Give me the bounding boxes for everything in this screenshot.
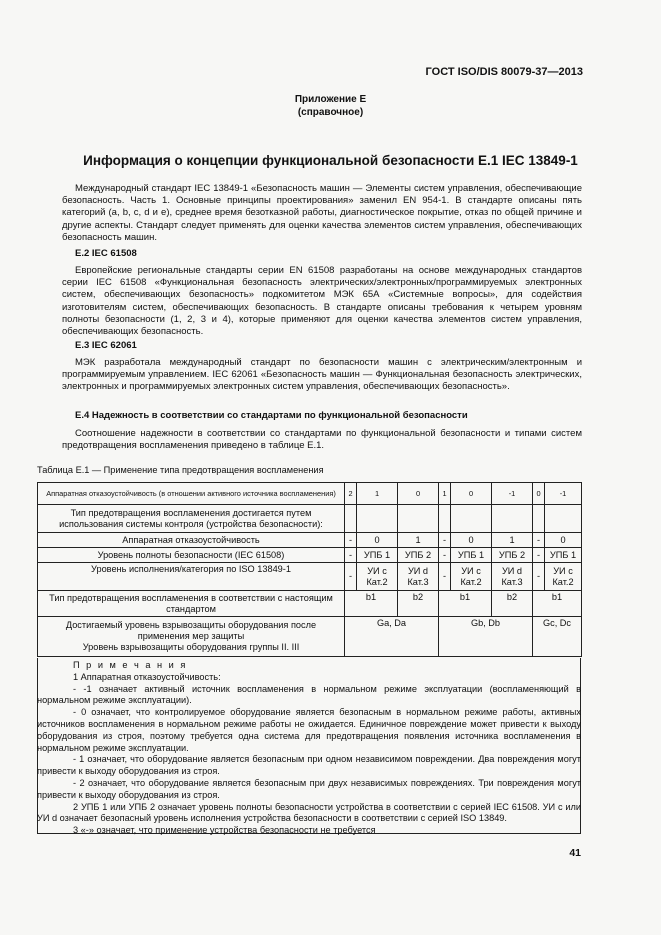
note-line: 1 Аппаратная отказоустойчивость: [73,671,221,682]
table-cell: -1 [545,483,582,505]
table-cell: - [533,533,545,548]
table-row [38,617,582,657]
row-label: Уровень полноты безопасности (IEC 61508) [38,548,345,563]
table-cell: Gc, Dc [533,617,582,657]
table-cell: УИ d Кат.3 [492,563,533,591]
table-row [38,591,582,617]
table-cell: b1 [439,591,492,617]
table-cell: УИ с Кат.2 [451,563,492,591]
table-cell: - [533,563,545,591]
table-cell: - [439,563,451,591]
section-title: Информация о концепции функциональной безопасности Е.1 IEC 13849-1 [83,153,578,168]
note-line: - 0 означает, что контролируемое оборудование является безопасным в нормальном режиме работы, активных источников воспламенения в нормальном режиме работы не ожидается. Единичное повреждение может привести к выходу оборудования из строя, поэтому требуется одна система для предотвращения появления источника воспламенения в нормальном режиме эксплуатации. [37,707,581,753]
paragraph-e4: Соотношение надежности в соответствии со стандартами по функциональной безопасности и типами систем предотвращения воспламенения приведено в таблице Е.1. [62,428,582,452]
table-cell: 1 [439,483,451,505]
table-cell: Ga, Da [345,617,439,657]
note-line: - -1 означает активный источник воспламенения в нормальном режиме эксплуатации (воспламеняющий в нормальном режиме эксплуатации). [37,683,581,706]
appendix-title: Приложение Е [294,94,367,105]
table-cell: 1 [357,483,398,505]
table-cell: 0 [451,533,492,548]
row-label: Тип предотвращения воспламенения достигается путем использования системы контроля (устройства безопасности): [38,505,345,533]
table-cell: УИ d Кат.3 [398,563,439,591]
appendix-heading [0,93,661,119]
table-cell: УПБ 2 [398,548,439,563]
row-label: Уровень исполнения/категория по ISO 13849-1 [38,563,345,591]
table-cell: УПБ 2 [492,548,533,563]
table-cell: 0 [533,483,545,505]
table-cell: b1 [345,591,398,617]
table-notes [37,660,581,837]
notes-heading: П р и м е ч а н и я [73,660,188,670]
table-cell: УИ с Кат.2 [545,563,582,591]
table-cell: - [345,533,357,548]
table-cell: УПБ 1 [545,548,582,563]
row-label: Тип предотвращения воспламенения в соответствии с настоящим стандартом [38,591,345,617]
table-row [38,505,582,533]
table-cell: 0 [545,533,582,548]
note-line: 3 «-» означает, что применение устройства безопасности не требуется [73,825,376,836]
row-label: Аппаратная отказоустойчивость (в отношении активного источника воспламенения) [38,483,345,505]
paragraph-e1: Международный стандарт IEC 13849-1 «Безопасность машин — Элементы систем управления, обеспечивающие безопасность. Часть 1. Основные принципы проектирования» заменил EN 954-1. В стандарте описаны пять категорий (a, b, c, d и e), среднее время безотказной работы, диагностическое покрытие, отказ по общей причине и другие аспекты. Стандарт следует применять для оценки качества элементов систем управления, обеспечивающих безопасность машин. [62,183,582,243]
table-cell: 1 [398,533,439,548]
section-e3-heading: Е.3 IEC 62061 [75,340,137,351]
note-line: - 1 означает, что оборудование является безопасным при одном независимом повреждении. Два повреждения могут привести к выходу оборудования из строя. [37,754,581,777]
table-cell: УПБ 1 [357,548,398,563]
table-cell: 0 [357,533,398,548]
note-line: 2 УПБ 1 или УПБ 2 означает уровень полноты безопасности устройства в соответствии с серией IEC 61508. УИ с или УИ d означает безопасный уровень исполнения устройства безопасности в соответствии с серией ISO 13849. [37,801,581,824]
table-cell: b2 [398,591,439,617]
section-e2-heading: Е.2 IEC 61508 [75,248,137,259]
table-cell: b1 [533,591,582,617]
table-cell: -1 [492,483,533,505]
section-e4-heading: Е.4 Надежность в соответствии со стандартами по функциональной безопасности [75,410,468,421]
table-cell: 1 [492,533,533,548]
table-cell: - [439,533,451,548]
note-line: - 2 означает, что оборудование является безопасным при двух независимых повреждениях. Три повреждения могут привести к выходу оборудования из строя. [37,777,581,800]
table-cell: - [345,548,357,563]
table-caption: Таблица Е.1 — Применение типа предотвращения воспламенения [37,465,324,475]
table-cell: - [439,548,451,563]
row-label: Аппаратная отказоустойчивость [38,533,345,548]
table-cell: Gb, Db [439,617,533,657]
table-row [38,548,582,563]
appendix-subtitle: (справочное) [297,107,364,118]
row-label-sub: Уровень взрывозащиты оборудования группы II. III [82,642,300,652]
table-cell: 0 [451,483,492,505]
page-number: 41 [569,847,581,859]
table-cell: 0 [398,483,439,505]
paragraph-e2: Европейские региональные стандарты серии EN 61508 разработаны на основе международных стандартов серии IEC 61508 «Функциональная безопасность электрических/электронных/программируемых электронных систем, обеспечивающих безопасность» подкомитетом МЭК 65А «Системные вопросы», для содействия изготовителям систем, обеспечивающих безопасность. В стандарте описаны требования к четырем уровням полноты безопасности (1, 2, 3 и 4), которые применяют для оценки качества элементов систем управления, обеспечивающих безопасность. [62,265,582,338]
paragraph-e3: МЭК разработала международный стандарт по безопасности машин с электрическим/электронным и программируемым управлением. IEC 62061 «Безопасность машин — Функциональная безопасность электрических, электронных и программируемых электронных систем управления, обеспечивающих безопасность». [62,357,582,393]
table-row [38,483,582,505]
document-header: ГОСТ ISO/DIS 80079-37—2013 [425,66,583,78]
table-cell: - [533,548,545,563]
row-label-main: Достигаемый уровень взрывозащиты оборудования после применения мер защиты [65,620,317,641]
row-label [38,617,345,657]
table-cell: УИ с Кат.2 [357,563,398,591]
table-row [38,533,582,548]
table-cell: УПБ 1 [451,548,492,563]
ignition-protection-table [37,482,582,657]
table-cell: 2 [345,483,357,505]
table-row [38,563,582,591]
table-cell: b2 [492,591,533,617]
table-cell: - [345,563,357,591]
